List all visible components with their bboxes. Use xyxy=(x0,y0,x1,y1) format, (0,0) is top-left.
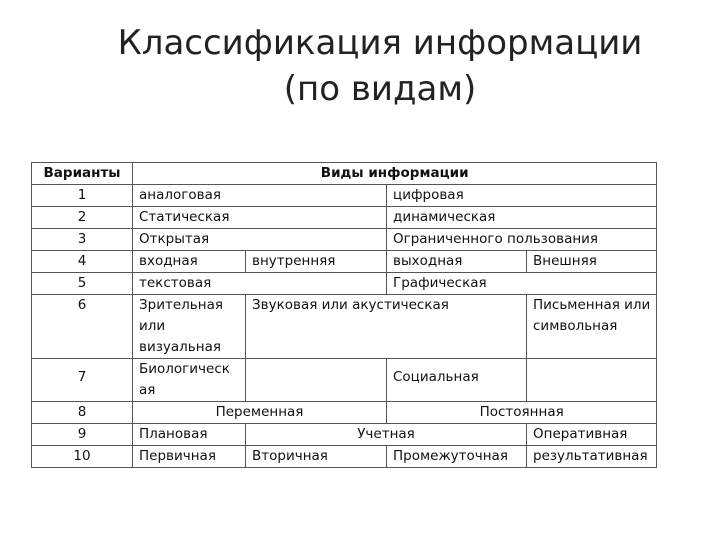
row-number: 9 xyxy=(32,424,133,446)
cell: Звуковая или акустическая xyxy=(246,295,527,359)
cell: внутренняя xyxy=(246,251,387,273)
cell: Переменная xyxy=(133,402,387,424)
row-number: 1 xyxy=(32,185,133,207)
cell xyxy=(133,295,246,359)
cell: аналоговая xyxy=(133,185,387,207)
cell-line: Письменная или xyxy=(533,297,651,313)
table-row xyxy=(32,251,657,273)
classification-table xyxy=(31,162,657,468)
cell-line: Зрительная xyxy=(139,297,223,313)
table-header-row xyxy=(32,163,657,185)
table-row xyxy=(32,359,657,402)
row-number xyxy=(32,359,133,402)
cell-line: ая xyxy=(139,382,156,398)
cell: Графическая xyxy=(387,273,657,295)
cell: выходная xyxy=(387,251,527,273)
row-number-text: 7 xyxy=(77,369,87,385)
cell: Вторичная xyxy=(246,446,387,468)
cell: Оперативная xyxy=(527,424,657,446)
cell: Статическая xyxy=(133,207,387,229)
cell: входная xyxy=(133,251,246,273)
cell-line: или xyxy=(139,318,166,334)
cell-line: Биологическ xyxy=(139,361,230,377)
row-number: 2 xyxy=(32,207,133,229)
cell xyxy=(387,359,527,402)
row-number: 5 xyxy=(32,273,133,295)
title-line-1: Классификация информации xyxy=(117,23,643,63)
header-variants: Варианты xyxy=(32,163,133,185)
table-row xyxy=(32,295,657,359)
cell: Плановая xyxy=(133,424,246,446)
cell: Промежуточная xyxy=(387,446,527,468)
cell: динамическая xyxy=(387,207,657,229)
row-number: 3 xyxy=(32,229,133,251)
table-row xyxy=(32,402,657,424)
cell xyxy=(246,359,387,402)
cell-line: Социальная xyxy=(393,369,479,385)
cell-line: символьная xyxy=(533,318,618,334)
table-row xyxy=(32,446,657,468)
table-row xyxy=(32,273,657,295)
cell: текстовая xyxy=(133,273,387,295)
title-line-2: (по видам) xyxy=(283,69,477,109)
cell: результативная xyxy=(527,446,657,468)
cell: Ограниченного пользования xyxy=(387,229,657,251)
cell: Внешняя xyxy=(527,251,657,273)
row-number: 4 xyxy=(32,251,133,273)
cell xyxy=(527,295,657,359)
page-title xyxy=(0,20,720,112)
table-row xyxy=(32,424,657,446)
cell xyxy=(527,359,657,402)
table-row xyxy=(32,229,657,251)
cell-line: визуальная xyxy=(139,339,221,355)
row-number: 10 xyxy=(32,446,133,468)
header-info-types: Виды информации xyxy=(133,163,657,185)
table-row xyxy=(32,207,657,229)
cell: Открытая xyxy=(133,229,387,251)
cell: Учетная xyxy=(246,424,527,446)
row-number: 6 xyxy=(32,295,133,359)
cell: цифровая xyxy=(387,185,657,207)
table-row xyxy=(32,185,657,207)
cell: Постоянная xyxy=(387,402,657,424)
cell: Первичная xyxy=(133,446,246,468)
cell xyxy=(133,359,246,402)
row-number: 8 xyxy=(32,402,133,424)
